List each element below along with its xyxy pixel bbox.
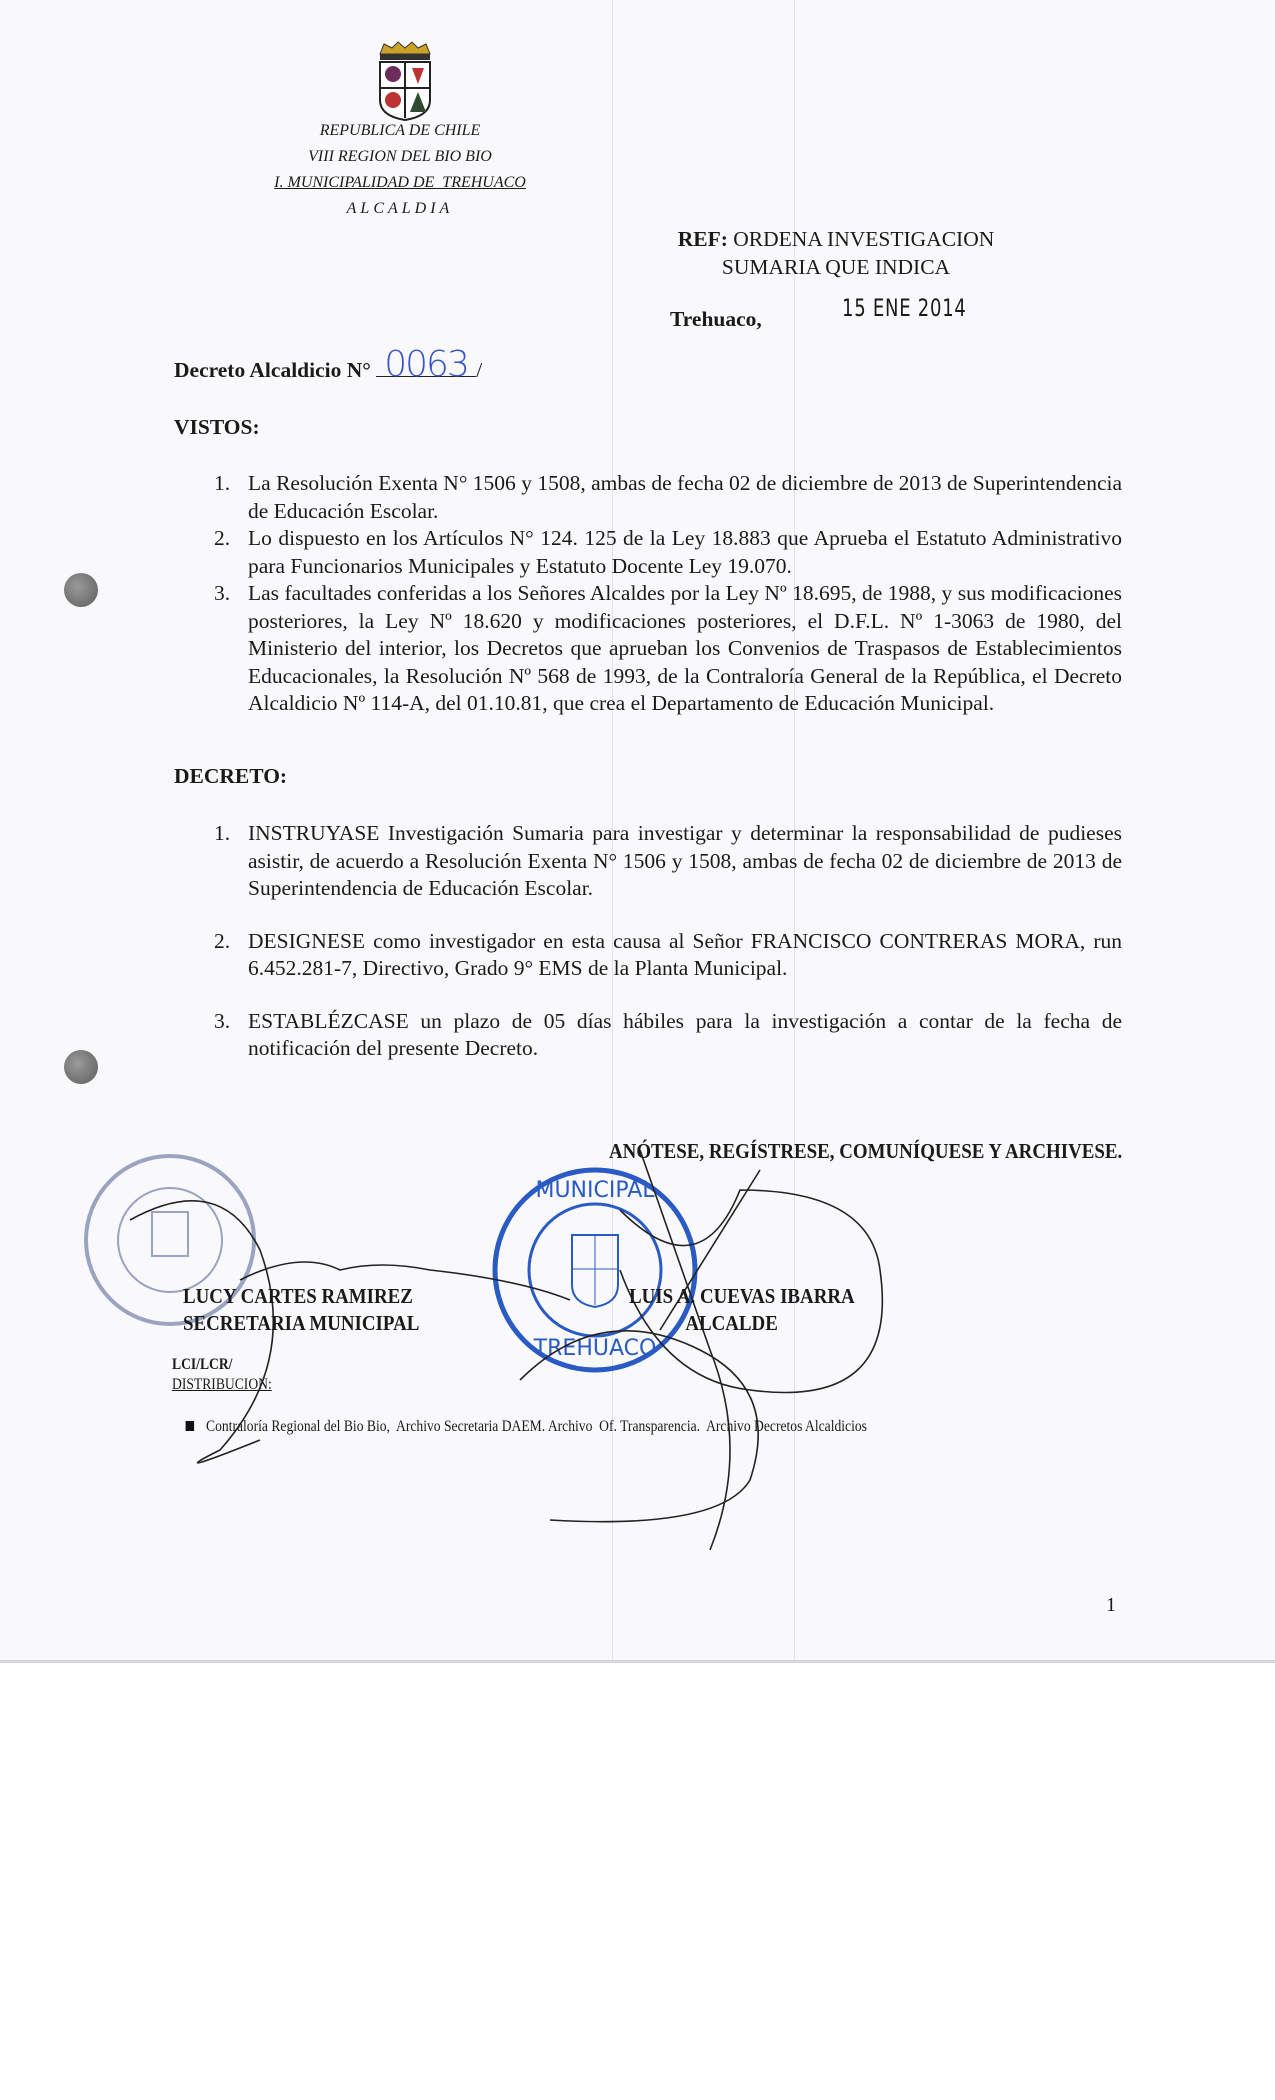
page-number: 1 — [1106, 1594, 1116, 1616]
vistos-list — [214, 470, 1122, 718]
bullet-square-icon — [186, 1421, 195, 1431]
svg-text:MUNICIPAL: MUNICIPAL — [535, 1178, 655, 1203]
mayor-signature-block — [629, 1283, 855, 1337]
letterhead-line: I. MUNICIPALIDAD DE TREHUACO — [274, 174, 526, 191]
svg-text:TREHUACO: TREHUACO — [533, 1336, 657, 1361]
letterhead-line: ALCALDIA — [346, 200, 454, 217]
ref-line1: ORDENA INVESTIGACION — [733, 227, 995, 251]
decree-suffix: / — [476, 358, 483, 382]
list-item: 1. INSTRUYASE Investigación Sumaria para investigar y determinar la responsabilidad de pudieses asistir, de acuerdo a Resolución Exenta N° 1506 y 1508, ambas de fecha 02 de diciembre de 2013 de Superintendencia de Educación Escolar. — [214, 821, 1122, 900]
place: Trehuaco, — [670, 307, 762, 331]
handwritten-signatures — [100, 1150, 900, 1550]
letterhead-line: VIII REGION DEL BIO BIO — [308, 148, 492, 165]
secretary-signature-block — [183, 1283, 419, 1337]
coat-of-arms-icon — [374, 40, 436, 122]
decree-number-handwritten: 0063 — [384, 343, 468, 385]
initials: LCI/LCR/ — [172, 1356, 233, 1373]
decreto-title: DECRETO: — [174, 764, 288, 788]
vistos-title: VISTOS: — [174, 415, 260, 439]
date-stamp: 15 ENE 2014 — [842, 294, 967, 322]
letterhead — [240, 118, 560, 222]
signer-role: ALCALDE — [685, 1311, 778, 1335]
distribution-text: Contraloría Regional del Bio Bio, Archivo Secretaria DAEM. Archivo Of. Transparencia. Archivo Decretos Alcaldicios — [206, 1418, 867, 1435]
distribution-list — [172, 1400, 867, 1454]
list-item: 2. Lo dispuesto en los Artículos N° 124. 125 de la Ley 18.883 que Aprueba el Estatuto Administrativo para Funcionarios Municipales y Estatuto Docente Ley 19.070. — [214, 526, 1122, 578]
signer-name: LUIS A. CUEVAS IBARRA — [629, 1284, 855, 1308]
list-item: 2. DESIGNESE como investigador en esta causa al Señor FRANCISCO CONTRERAS MORA, run 6.452.281-7, Directivo, Grado 9° EMS de la Planta Municipal. — [214, 928, 1122, 980]
punch-hole — [64, 1050, 98, 1084]
letterhead-line: REPUBLICA DE CHILE — [319, 122, 481, 139]
decreto-list — [214, 820, 1122, 1063]
signer-name: LUCY CARTES RAMIREZ — [183, 1284, 413, 1308]
decree-number — [174, 343, 483, 385]
distribution-title: DISTRIBUCION: — [172, 1376, 272, 1393]
list-item: 3. ESTABLÉZCASE un plazo de 05 días hábiles para la investigación a contar de la fecha de notificación del presente Decreto. — [214, 1008, 1122, 1060]
punch-hole — [64, 573, 98, 607]
signer-role: SECRETARIA MUNICIPAL — [183, 1311, 420, 1335]
list-item: 1. La Resolución Exenta N° 1506 y 1508, ambas de fecha 02 de diciembre de 2013 de Superintendencia de Educación Escolar. — [214, 471, 1122, 523]
reference — [676, 226, 996, 281]
list-item: 3. Las facultades conferidas a los Señores Alcaldes por la Ley Nº 18.695, de 1988, y sus modificaciones posteriores, la Ley Nº 18.620 y modificaciones posteriores, el D.F.L. Nº 1-3063 de 1980, del Ministerio del interior, los Decretos que aprueban los Convenios de Traspasos de Establecimientos Educacionales, la Resolución Nº 568 de 1993, de la Contraloría General de la República, el Decreto Alcaldicio Nº 114-A, del 01.10.81, que crea el Departamento de Educación Municipal. — [214, 581, 1122, 715]
decree-label: Decreto Alcaldicio N° — [174, 358, 371, 382]
ref-label: REF: — [677, 227, 728, 251]
closing-formula: ANÓTESE, REGÍSTRESE, COMUNÍQUESE Y ARCHIVESE. — [608, 1139, 1122, 1163]
ref-line2: SUMARIA QUE INDICA — [721, 254, 951, 279]
